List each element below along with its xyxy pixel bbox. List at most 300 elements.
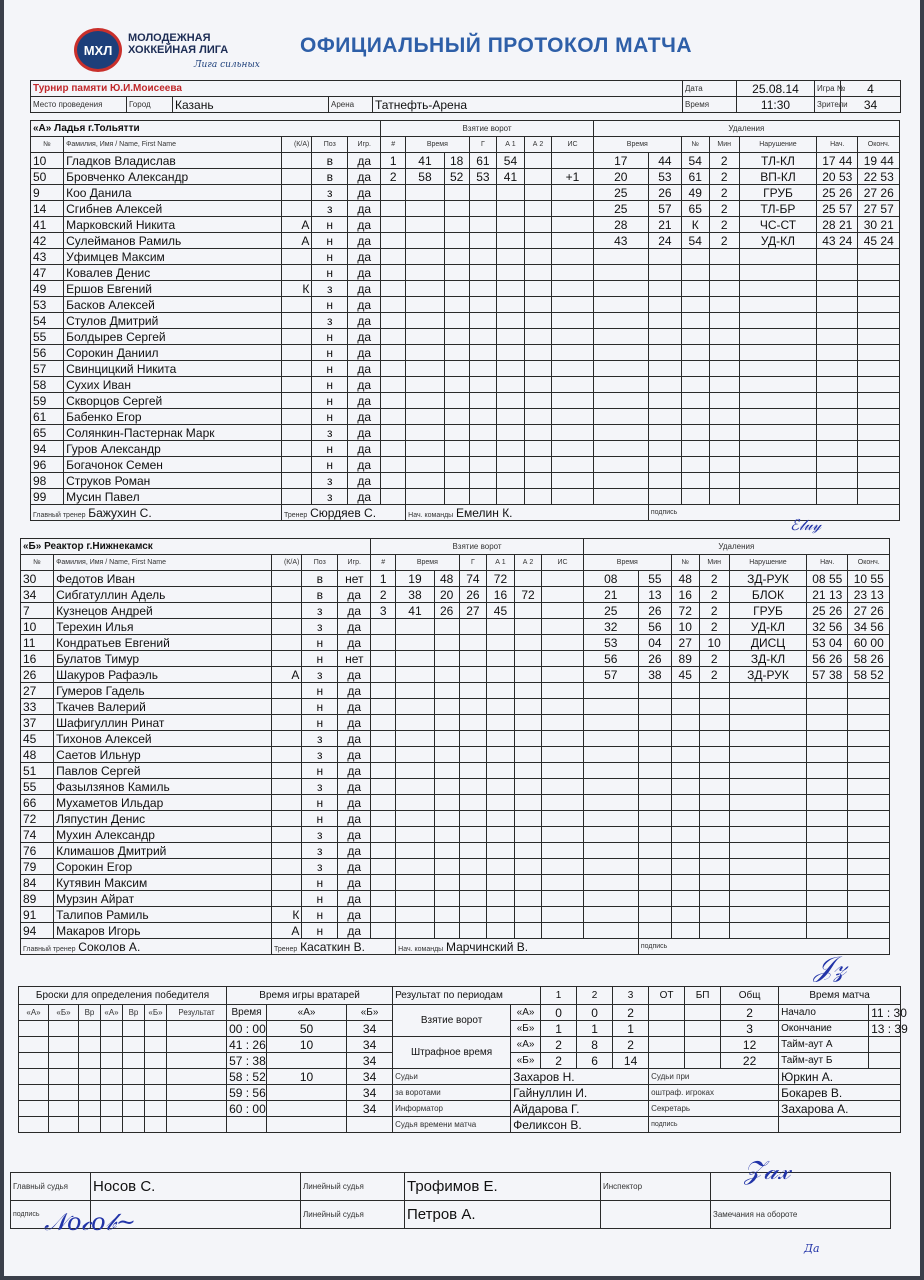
goal-number — [371, 667, 396, 683]
player-position: н — [312, 409, 348, 425]
pen-player — [681, 361, 709, 377]
player-position: н — [312, 393, 348, 409]
player-played: да — [348, 297, 381, 313]
venue-label: Место проведения — [31, 97, 127, 113]
player-played: да — [338, 635, 371, 651]
pen-start-min: 17 — [822, 153, 836, 168]
pen-player: 27 — [671, 635, 699, 651]
pen-start — [817, 249, 858, 265]
player-name: Болдырев Сергей — [64, 329, 282, 345]
goal-situation — [542, 891, 583, 907]
goal-scorer — [469, 329, 497, 345]
player-position: н — [302, 699, 338, 715]
pen-sec — [638, 683, 671, 699]
col-header-p_no: № — [671, 555, 699, 571]
goal-number — [381, 345, 406, 361]
player-row — [21, 779, 890, 795]
pen-sec — [648, 409, 681, 425]
player-number: 76 — [21, 843, 54, 859]
pen-min — [593, 409, 648, 425]
goal-situation — [552, 473, 593, 489]
goal-situation — [542, 635, 583, 651]
goal-number — [371, 747, 396, 763]
pen-sec — [638, 875, 671, 891]
goal-assist-2 — [514, 875, 542, 891]
player-role — [282, 361, 312, 377]
player-position: з — [302, 731, 338, 747]
goal-min — [406, 345, 445, 361]
pen-start — [817, 313, 858, 329]
player-position: н — [302, 651, 338, 667]
goal-assist-2 — [524, 457, 552, 473]
pen-start — [807, 843, 848, 859]
pen-start — [817, 441, 858, 457]
pen-min — [583, 811, 638, 827]
player-role — [272, 843, 302, 859]
goal-scorer — [459, 715, 487, 731]
pen-end — [858, 393, 900, 409]
pen-min: 08 — [583, 571, 638, 587]
player-position: н — [302, 635, 338, 651]
col-header-p_start: Нач. — [807, 555, 848, 571]
player-role — [272, 603, 302, 619]
col-header-played: Игр. — [338, 555, 371, 571]
player-played: да — [338, 731, 371, 747]
goals-label: Взятие ворот — [393, 1005, 511, 1037]
player-played: да — [348, 217, 381, 233]
goal-sec — [434, 795, 459, 811]
pen-minutes — [699, 875, 729, 891]
player-row — [31, 313, 900, 329]
pen-minutes: 2 — [709, 153, 739, 169]
col-header-g_a1: А 1 — [497, 137, 525, 153]
player-number: 37 — [21, 715, 54, 731]
player-position: н — [312, 265, 348, 281]
pen-start-sec: 13 — [828, 587, 843, 602]
linesman-1-label: Линейный судья — [301, 1173, 405, 1201]
goal-assist-2 — [514, 827, 542, 843]
goal-scorer: 61 — [469, 153, 497, 169]
goal-situation — [542, 683, 583, 699]
goal-sec — [444, 265, 469, 281]
goal-number: 3 — [371, 603, 396, 619]
goal-sec — [444, 441, 469, 457]
goal-number — [381, 377, 406, 393]
goal-number — [371, 683, 396, 699]
goal-sec — [444, 281, 469, 297]
goal-number — [381, 233, 406, 249]
player-number: 61 — [31, 409, 64, 425]
pen-player: 65 — [681, 201, 709, 217]
pen-start — [807, 891, 848, 907]
goal-sec — [444, 249, 469, 265]
player-name: Тихонов Алексей — [54, 731, 272, 747]
col-header-p_min: Мин — [709, 137, 739, 153]
pen-end — [858, 281, 900, 297]
goal-number — [371, 699, 396, 715]
goal-situation — [552, 345, 593, 361]
player-number: 34 — [21, 587, 54, 603]
goal-min: 38 — [396, 587, 435, 603]
player-row — [31, 425, 900, 441]
player-position: н — [302, 907, 338, 923]
pen-player — [671, 907, 699, 923]
coach-cell — [272, 939, 396, 955]
pen-end-min: 27 — [863, 185, 878, 200]
player-name: Кутявин Максим — [54, 875, 272, 891]
pen-sec — [638, 699, 671, 715]
goal-assist-1 — [497, 185, 525, 201]
pen-sec: 38 — [638, 667, 671, 683]
pen-player: 54 — [681, 233, 709, 249]
pen-min — [593, 457, 648, 473]
spectators-value: 34 — [841, 97, 901, 113]
player-row — [21, 731, 890, 747]
player-row — [21, 603, 890, 619]
goal-assist-1 — [487, 635, 515, 651]
player-role — [272, 795, 302, 811]
pen-min — [583, 715, 638, 731]
pen-min — [593, 393, 648, 409]
goal-assist-2 — [524, 473, 552, 489]
informer-label: Информатор — [393, 1101, 511, 1117]
goal-min — [406, 281, 445, 297]
goal-min — [396, 651, 435, 667]
pen-offence — [729, 683, 806, 699]
goal-sec — [444, 297, 469, 313]
goal-min — [406, 361, 445, 377]
shootout-a2-header: «А» — [101, 1005, 123, 1021]
goal-assist-2 — [514, 891, 542, 907]
player-row — [31, 473, 900, 489]
player-role — [282, 409, 312, 425]
player-row — [21, 763, 890, 779]
goal-situation — [542, 603, 583, 619]
pen-start — [817, 361, 858, 377]
goal-judge-1: Захаров Н. — [511, 1069, 649, 1085]
goals-a-p3: 2 — [613, 1005, 649, 1021]
goal-assist-2: 72 — [514, 587, 542, 603]
goal-scorer — [459, 635, 487, 651]
mhl-logo: МХЛ — [74, 28, 122, 72]
goal-sec — [444, 409, 469, 425]
period-1-header: 1 — [541, 987, 577, 1005]
pen-end — [848, 923, 890, 939]
pen-player: 89 — [671, 651, 699, 667]
goal-number — [371, 651, 396, 667]
goal-min — [396, 859, 435, 875]
player-row — [21, 811, 890, 827]
player-number: 56 — [31, 345, 64, 361]
col-header-name: Фамилия, Имя / Name, First Name — [64, 137, 282, 153]
col-header-g_a1: А 1 — [487, 555, 515, 571]
goal-scorer — [459, 619, 487, 635]
pim-a-marker: «А» — [511, 1037, 541, 1053]
pen-start-sec: 21 — [838, 217, 853, 232]
player-row — [31, 217, 900, 233]
goal-scorer — [469, 489, 497, 505]
goal-assist-1: 72 — [487, 571, 515, 587]
player-role — [282, 185, 312, 201]
goal-min — [396, 667, 435, 683]
pen-end — [848, 731, 890, 747]
player-role — [282, 393, 312, 409]
goal-assist-2 — [514, 843, 542, 859]
player-name: Ткачев Валерий — [54, 699, 272, 715]
goal-assist-1 — [487, 715, 515, 731]
goal-sec — [444, 217, 469, 233]
player-number: 55 — [31, 329, 64, 345]
pen-min — [593, 361, 648, 377]
player-played: да — [348, 169, 381, 185]
player-position: н — [302, 923, 338, 939]
pen-end — [858, 409, 900, 425]
pen-minutes: 2 — [699, 571, 729, 587]
goal-assist-2 — [514, 699, 542, 715]
player-number: 74 — [21, 827, 54, 843]
player-role — [282, 201, 312, 217]
player-name: Сорокин Даниил — [64, 345, 282, 361]
pen-start — [817, 297, 858, 313]
pen-end — [858, 297, 900, 313]
player-name: Солянкин-Пастернак Марк — [64, 425, 282, 441]
pen-start — [817, 377, 858, 393]
pen-minutes: 2 — [699, 619, 729, 635]
pen-start — [817, 217, 858, 233]
pen-start — [817, 281, 858, 297]
pen-end-sec: 55 — [870, 571, 884, 586]
player-row — [21, 843, 890, 859]
player-position: н — [312, 361, 348, 377]
pen-player — [671, 843, 699, 859]
pen-start-sec: 26 — [838, 185, 853, 200]
goal-situation — [552, 249, 593, 265]
goal-min — [406, 297, 445, 313]
goal-sec: 48 — [434, 571, 459, 587]
goal-situation — [552, 377, 593, 393]
pen-end-sec: 24 — [880, 233, 894, 248]
pen-player — [681, 281, 709, 297]
pen-start — [807, 603, 848, 619]
pen-end — [848, 715, 890, 731]
player-name: Макаров Игорь — [54, 923, 272, 939]
pen-min: 28 — [593, 217, 648, 233]
goal-min — [406, 377, 445, 393]
pen-sec: 13 — [638, 587, 671, 603]
player-played: нет — [338, 651, 371, 667]
player-row — [31, 297, 900, 313]
goal-min — [396, 907, 435, 923]
pen-offence: ЗД-РУК — [729, 667, 806, 683]
player-position: н — [302, 891, 338, 907]
pen-minutes — [709, 361, 739, 377]
player-name: Павлов Сергей — [54, 763, 272, 779]
team-captain-cell — [396, 939, 639, 955]
pen-sec — [638, 811, 671, 827]
pen-min: 53 — [583, 635, 638, 651]
goal-assist-1 — [487, 699, 515, 715]
pen-start-min: 32 — [812, 619, 826, 634]
goal-situation — [542, 923, 583, 939]
player-row — [31, 377, 900, 393]
goal-assist-1: 45 — [487, 603, 515, 619]
player-position: з — [312, 185, 348, 201]
player-position: н — [312, 329, 348, 345]
goals-a-marker: «А» — [511, 1005, 541, 1021]
player-name: Фазылзянов Камиль — [54, 779, 272, 795]
coach-a-signature: ℰ𝓁𝓊𝓎 — [790, 516, 822, 534]
pen-sec — [648, 265, 681, 281]
match-protocol-sheet — [4, 0, 920, 1276]
goal-situation — [552, 233, 593, 249]
player-name: Гумеров Гадель — [54, 683, 272, 699]
pen-offence — [739, 409, 816, 425]
city-value: Казань — [173, 97, 329, 113]
pen-end-min: 30 — [863, 217, 878, 232]
player-row — [21, 699, 890, 715]
pen-start — [807, 683, 848, 699]
goal-assist-1 — [487, 731, 515, 747]
player-played: да — [338, 859, 371, 875]
goal-scorer — [459, 763, 487, 779]
goal-assist-1 — [497, 441, 525, 457]
player-number: 54 — [31, 313, 64, 329]
linesman-2-name: Петров А. — [405, 1201, 601, 1229]
pen-start-sec: 26 — [828, 603, 843, 618]
pen-end — [848, 571, 890, 587]
col-header-pos: Поз — [312, 137, 348, 153]
player-position: з — [302, 859, 338, 875]
goal-min — [396, 619, 435, 635]
goal-min — [396, 795, 435, 811]
pen-minutes — [709, 249, 739, 265]
pen-minutes — [709, 329, 739, 345]
pen-end — [848, 795, 890, 811]
player-role — [282, 425, 312, 441]
goal-number — [371, 843, 396, 859]
pen-start — [817, 185, 858, 201]
pen-offence — [729, 795, 806, 811]
player-played: да — [338, 587, 371, 603]
team-manager-name: Емелин К. — [456, 505, 513, 520]
pen-player: К — [681, 217, 709, 233]
signature-cell: подпись — [638, 939, 889, 955]
pen-sec — [638, 827, 671, 843]
player-name: Бабенко Егор — [64, 409, 282, 425]
pen-offence — [739, 377, 816, 393]
player-number: 89 — [21, 891, 54, 907]
goal-situation — [542, 619, 583, 635]
goal-situation — [552, 425, 593, 441]
player-position: н — [302, 795, 338, 811]
pen-offence: ЧС-СТ — [739, 217, 816, 233]
pen-offence — [729, 747, 806, 763]
player-number: 14 — [31, 201, 64, 217]
pen-end-sec: 57 — [880, 201, 894, 216]
goal-sec — [444, 313, 469, 329]
player-number: 65 — [31, 425, 64, 441]
player-played: да — [348, 329, 381, 345]
head-coach-name: Бажухин С. — [88, 505, 152, 520]
pen-minutes — [699, 843, 729, 859]
pen-sec: 56 — [638, 619, 671, 635]
goal-number — [381, 201, 406, 217]
pim-a-total: 12 — [721, 1037, 779, 1053]
team-manager-name: Марчинский В. — [446, 939, 529, 954]
pen-sec — [638, 747, 671, 763]
goal-assist-1 — [487, 891, 515, 907]
goal-assist-1: 54 — [497, 153, 525, 169]
pen-offence — [729, 811, 806, 827]
goal-assist-2 — [514, 763, 542, 779]
goal-situation — [552, 393, 593, 409]
goal-number — [371, 811, 396, 827]
remarks-label: Замечания на обороте — [711, 1201, 891, 1229]
total-header: Общ — [721, 987, 779, 1005]
goal-assist-2 — [524, 329, 552, 345]
player-row — [21, 715, 890, 731]
pen-end — [848, 603, 890, 619]
goalie-row-4: 58 : 52 — [227, 1069, 267, 1085]
pen-player — [671, 763, 699, 779]
coach-label: Тренер — [284, 511, 308, 519]
col-header-p_time: Время — [593, 137, 681, 153]
pen-sec: 24 — [648, 233, 681, 249]
goal-scorer — [459, 699, 487, 715]
goal-assist-1 — [497, 233, 525, 249]
pen-end — [848, 827, 890, 843]
player-name: Кузнецов Андрей — [54, 603, 272, 619]
player-position: в — [312, 153, 348, 169]
pen-min — [593, 265, 648, 281]
goalie-row-2-b: 34 — [347, 1037, 393, 1053]
goal-number: 2 — [381, 169, 406, 185]
goal-scorer — [459, 891, 487, 907]
player-played: да — [348, 409, 381, 425]
player-row — [31, 249, 900, 265]
pen-minutes — [709, 441, 739, 457]
col-header-g_g: Г — [469, 137, 497, 153]
goal-situation — [542, 763, 583, 779]
goal-scorer — [459, 651, 487, 667]
player-role — [272, 731, 302, 747]
pen-end — [848, 875, 890, 891]
goal-assist-2 — [524, 489, 552, 505]
pen-end — [848, 891, 890, 907]
player-number: 43 — [31, 249, 64, 265]
col-header-name: Фамилия, Имя / Name, First Name — [54, 555, 272, 571]
pen-sec: 26 — [638, 651, 671, 667]
player-name: Бровченко Александр — [64, 169, 282, 185]
pen-player — [681, 329, 709, 345]
pim-b-marker: «Б» — [511, 1053, 541, 1069]
spectators-label: Зрители — [815, 97, 841, 113]
player-row — [21, 683, 890, 699]
player-position: з — [312, 489, 348, 505]
penalty-box-judge-2: Бокарев В. — [779, 1085, 901, 1101]
player-role — [272, 587, 302, 603]
pen-start — [807, 571, 848, 587]
pen-end — [848, 667, 890, 683]
player-row — [31, 345, 900, 361]
player-row — [21, 747, 890, 763]
player-name: Сибгатуллин Адель — [54, 587, 272, 603]
player-position: в — [302, 571, 338, 587]
document-title: ОФИЦИАЛЬНЫЙ ПРОТОКОЛ МАТЧА — [300, 34, 693, 57]
goalie-row-4-b: 34 — [347, 1069, 393, 1085]
player-played: да — [338, 843, 371, 859]
player-role — [272, 747, 302, 763]
